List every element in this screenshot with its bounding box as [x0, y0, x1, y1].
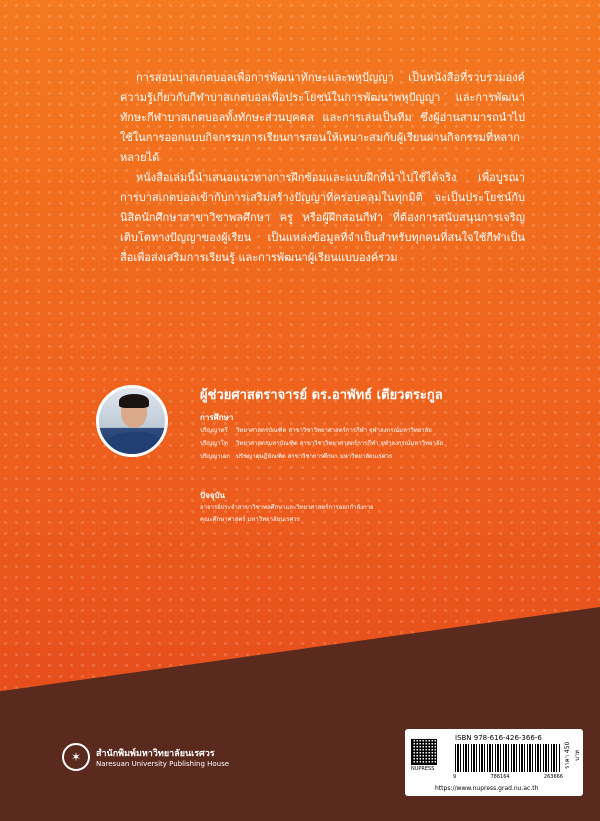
barcode-panel [405, 729, 583, 796]
education-row [200, 437, 530, 450]
blurb-paragraph-1: การสอนบาสเกตบอลเพื่อการพัฒนาทักษะและพหุปัญญา เป็นหนังสือที่รวบรวมองค์ความรู้เกี่ยวกับกีฬาบาสเกตบอลเพื่อประโยชน์ในการพัฒนาพหุปัญญา และการพัฒนาทักษะกีฬาบาสเกตบอลทั้งทักษะส่วนบุคคล และการเล่นเป็นทีม ซึ่งผู้อ่านสามารถนำไปใช้ในการออกแบบกิจกรรมการเรียนการสอนให้เหมาะสมกับผู้เรียนผ่านกิจกรรมที่หลากหลายได้ [120, 71, 525, 164]
barcode-digit-group: 9 [453, 774, 457, 780]
barcode-bars [455, 744, 561, 772]
barcode-digit-group: 263666 [543, 774, 563, 780]
blurb-paragraph-2: หนังสือเล่มนี้นำเสนอแนวทางการฝึกซ้อมและแบบฝึกที่นำไปใช้ได้จริง เพื่อบูรณาการบาสเกตบอลเข้ากับการเสริมสร้างปัญญาที่ครอบคลุมในทุกมิติ จะเป็นประโยชน์กับนิสิตนักศึกษาสาขาวิชาพลศึกษา ครู หรือผู้ฝึกสอนกีฬา ที่ต้องการสนับสนุนการเจริญเติบโตทางปัญญาของผู้เรียน เป็นแหล่งข้อมูลที่จำเป็นสำหรับทุกคนที่สนใจใช้กีฬาเป็นสื่อเพื่อส่งเสริมการเรียนรู้ และการพัฒนาผู้เรียนแบบองค์รวม [120, 171, 525, 264]
publisher-name-english: Naresuan University Publishing House [96, 760, 230, 768]
barcode-digit-group: 786164 [490, 774, 510, 780]
qr-code-icon [411, 739, 437, 765]
current-position-line: อาจารย์ประจำสาขาวิชาพลศึกษาและวิทยาศาสตร์การออกกำลังกาย [200, 504, 374, 511]
publisher-name-thai: สำนักพิมพ์มหาวิทยาลัยนเรศวร [96, 749, 215, 759]
education-heading: การศึกษา [200, 413, 234, 422]
price-label: ราคา 450 บาท [564, 741, 581, 769]
blurb [120, 68, 525, 268]
author-name: ผู้ช่วยศาสตราจารย์ ดร.อาพัทธ์ เตียวตระกูล [200, 388, 443, 403]
education-degree: ปริญญาเอก [200, 453, 230, 460]
author-photo [96, 385, 168, 457]
publisher [62, 743, 229, 771]
current-position-heading: ปัจจุบัน [200, 491, 225, 500]
education-degree: ปริญญาตรี [200, 427, 228, 434]
barcode-digits [453, 774, 563, 780]
publisher-url: https://www.nupress.grad.nu.ac.th [435, 785, 539, 792]
education-detail: วิทยาศาสตรมหาบัณฑิต สาขาวิชาวิทยาศาสตร์การกีฬา จุฬาลงกรณ์มหาวิทยาลัย [236, 440, 444, 447]
qr-label: NUPRESS [411, 766, 435, 772]
current-position-line: คณะศึกษาศาสตร์ มหาวิทยาลัยนเรศวร [200, 516, 300, 523]
university-seal-icon: ✶ [62, 743, 90, 771]
education-detail: ปรัชญาดุษฎีบัณฑิต สาขาวิชาการศึกษา มหาวิทยาลัยนเรศวร [236, 453, 393, 460]
education-row [200, 450, 530, 463]
isbn-number: ISBN 978-616-426-366-6 [455, 734, 542, 742]
author-photo-hair [119, 394, 149, 408]
education-degree: ปริญญาโท [200, 440, 228, 447]
author-photo-body [107, 432, 163, 457]
education-detail: วิทยาศาสตรบัณฑิต สาขาวิชาวิทยาศาสตร์การกีฬา จุฬาลงกรณ์มหาวิทยาลัย [236, 427, 432, 434]
education-row [200, 424, 530, 437]
author-info [200, 384, 530, 526]
